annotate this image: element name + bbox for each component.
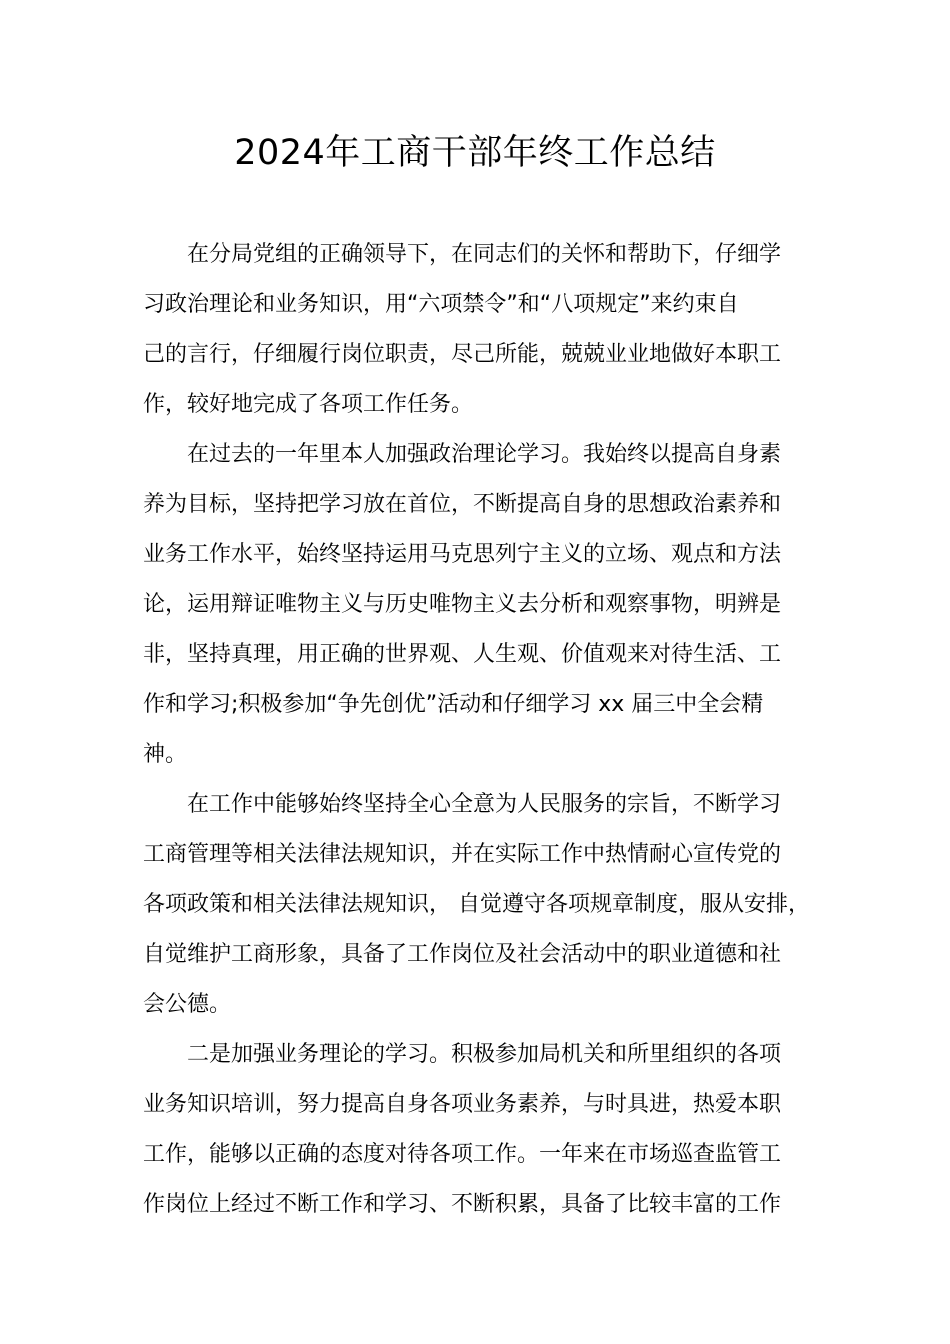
paragraph [143,1030,813,1230]
text-line: 作岗位上经过不断工作和学习、不断积累，具备了比较丰富的工作 [143,1192,782,1217]
text-line: 工作，能够以正确的态度对待各项工作。一年来在市场巡查监管工 [143,1142,782,1167]
text-line: 作和学习;积极参加“争先创优”活动和仔细学习 xx 届三中全会精 [143,692,764,717]
text-line: 作，较好地完成了各项工作任务。 [143,392,474,417]
text-line: 业务知识培训，努力提高自身各项业务素养，与时具进，热爱本职 [143,1092,782,1117]
paragraph [143,430,813,780]
document-body [143,230,813,1230]
text-line: 论，运用辩证唯物主义与历史唯物主义去分析和观察事物，明辨是 [143,592,782,617]
text-line: 己的言行，仔细履行岗位职责，尽己所能，兢兢业业地做好本职工 [143,342,782,367]
text-line: 二是加强业务理论的学习。积极参加局机关和所里组织的各项 [187,1042,782,1067]
paragraph [143,230,813,430]
text-line: 自觉维护工商形象，具备了工作岗位及社会活动中的职业道德和社 [143,942,782,967]
text-line: 在过去的一年里本人加强政治理论学习。我始终以提高自身素 [187,442,782,467]
text-line: 习政治理论和业务知识，用“六项禁令”和“八项规定”来约束自 [143,292,739,317]
text-line: 在工作中能够始终坚持全心全意为人民服务的宗旨，不断学习 [187,792,782,817]
text-line: 工商管理等相关法律法规知识，并在实际工作中热情耐心宣传党的 [143,842,782,867]
paragraph [143,780,813,1030]
text-line: 非，坚持真理，用正确的世界观、人生观、价值观来对待生活、工 [143,642,782,667]
text-line: 各项政策和相关法律法规知识， 自觉遵守各项规章制度，服从安排， [143,892,810,917]
text-line: 神。 [143,742,188,767]
text-line: 业务工作水平，始终坚持运用马克思列宁主义的立场、观点和方法 [143,542,782,567]
document-title: 2024年工商干部年终工作总结 [234,133,716,173]
text-line: 会公德。 [143,992,232,1017]
text-line: 养为目标，坚持把学习放在首位，不断提高自身的思想政治素养和 [143,492,782,517]
text-line: 在分局党组的正确领导下，在同志们的关怀和帮助下，仔细学 [187,242,782,267]
